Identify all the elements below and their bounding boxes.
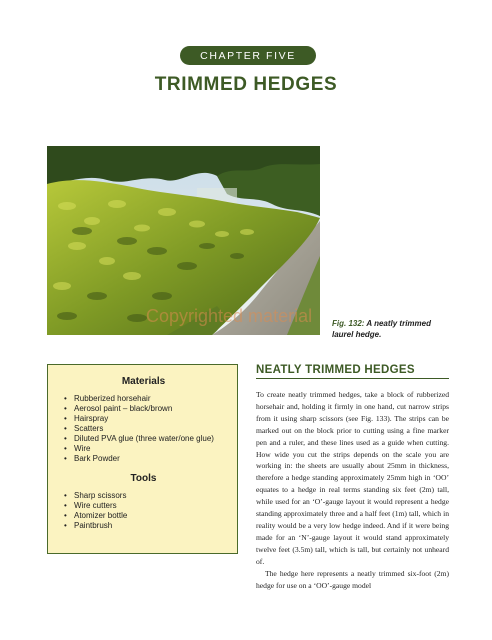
figure-caption: [332, 318, 452, 340]
tools-heading: Tools: [130, 473, 157, 484]
list-item: • Diluted PVA glue (three water/one glue): [74, 434, 223, 444]
list-item: • Scatters: [74, 424, 223, 434]
list-item: • Hairspray: [74, 414, 223, 424]
list-item: • Wire: [74, 444, 223, 454]
body-text: [256, 389, 449, 591]
chapter-label: CHAPTER FIVE: [180, 46, 316, 65]
page-title: TRIMMED HEDGES: [154, 74, 338, 95]
list-item: • Sharp scissors: [74, 491, 223, 501]
list-item: • Atomizer bottle: [74, 511, 223, 521]
list-item: • Bark Powder: [74, 454, 223, 464]
materials-list: [64, 394, 223, 464]
section-heading: NEATLY TRIMMED HEDGES: [256, 364, 449, 379]
caption-figure-number: Fig. 132:: [332, 319, 365, 328]
caption-text: A neatly trimmed laurel hedge.: [332, 319, 431, 339]
list-item: • Rubberized horsehair: [74, 394, 223, 404]
watermark: Copyrighted material: [146, 306, 313, 326]
tools-list: [64, 491, 223, 531]
list-item: • Wire cutters: [74, 501, 223, 511]
paragraph: To create neatly trimmed hedges, take a block of rubberized horsehair and, holding it firmly in one hand, cut narrow strips from it using sharp scissors (see Fig. 133). The strips can be marked out on the block prior to cutting using a fine marker pen and a ruler, and these lines used as a guide when cutting. How wide you cut the strips depends on the scale you are working in: the sheets are usually about 25mm in thickness, therefore a hedge standing approximately 25mm high in ‘OO’ equates to a hedge in real terms standing six feet (2m) tall, while used for an ‘O’-gauge layout it would represent a hedge standing approximately three and a half feet (1m) tall, which in reality would be a very low hedge indeed. And if it were being made for an ‘N’-gauge layout it would stand approximately twelve feet (3.5m) tall, which is tall, but certainly not unheard of.: [256, 390, 449, 566]
list-item: • Aerosol paint – black/brown: [74, 404, 223, 414]
paragraph: The hedge here represents a neatly trimmed six-foot (2m) hedge for use on a ‘OO’-gauge model: [256, 568, 449, 590]
materials-box: [47, 364, 238, 554]
materials-heading: Materials: [121, 376, 166, 387]
list-item: • Paintbrush: [74, 521, 223, 531]
